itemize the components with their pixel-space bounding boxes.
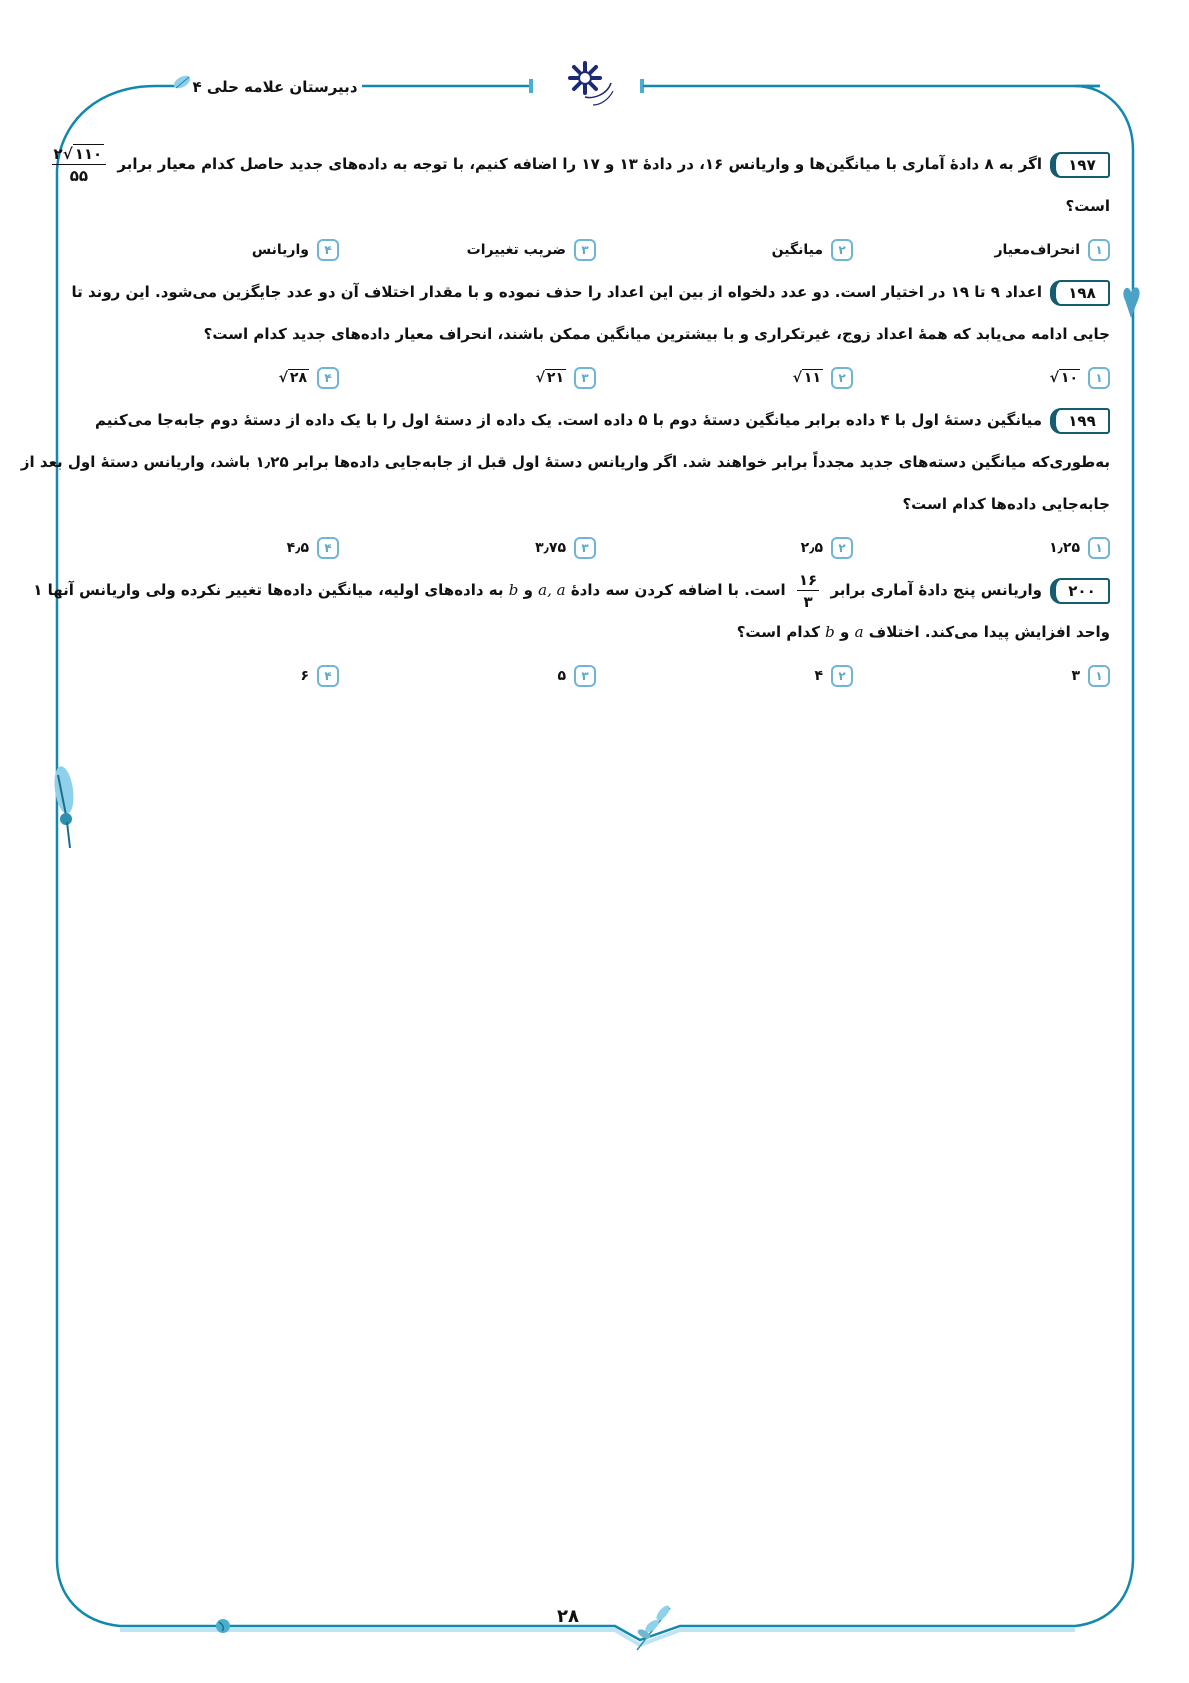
option-badge: ۳: [574, 367, 596, 389]
fraction: [52, 145, 107, 185]
option-1[interactable]: [853, 655, 1110, 697]
math-variable: b: [508, 581, 519, 599]
header-rule-cap-left: [529, 79, 533, 93]
option-badge: ۱: [1088, 665, 1110, 687]
option-4[interactable]: [82, 655, 339, 697]
question-line: [33, 569, 1110, 611]
option-badge: ۴: [317, 665, 339, 687]
option-2[interactable]: [596, 527, 853, 569]
school-name: دبیرستان علامه حلی ۴: [192, 78, 358, 96]
question-text: و: [840, 623, 850, 641]
fraction-numerator: [52, 145, 107, 165]
page-number: ۲۸: [557, 1606, 579, 1627]
branch-icon: [636, 1604, 672, 1650]
math-variable: a, a: [538, 581, 566, 599]
question-200: [33, 569, 1110, 697]
question-line: جایی ادامه می‌یابد که همهٔ اعداد زوج، غیرتکراری و با بیشترین میانگین ممکن باشند، انحراف معیار داده‌های جدید کدام است؟: [203, 325, 1110, 343]
option-2[interactable]: [596, 229, 853, 271]
option-text: ضریب تغییرات: [466, 242, 566, 258]
option-badge: ۴: [317, 537, 339, 559]
option-text: ۲٫۵: [800, 540, 823, 556]
radicand: ۱۱۰: [74, 144, 103, 163]
question-number: ۱۹۷: [1050, 152, 1110, 178]
option-1[interactable]: [853, 357, 1110, 399]
option-2[interactable]: [596, 655, 853, 697]
option-text: انحراف‌معیار: [994, 242, 1080, 258]
options-row: [80, 357, 1110, 399]
option-badge: ۲: [831, 537, 853, 559]
question-number: ۱۹۹: [1050, 408, 1110, 434]
option-4[interactable]: [82, 527, 339, 569]
option-text: ۱٫۲۵: [1049, 540, 1080, 556]
sqrt-expression: √ ۲۱: [535, 370, 564, 386]
question-line: جابه‌جایی داده‌ها کدام است؟: [902, 495, 1110, 513]
question-text: و: [523, 581, 533, 599]
option-1[interactable]: [853, 229, 1110, 271]
math-variable: a: [854, 623, 864, 641]
option-text: ۴: [814, 668, 823, 684]
option-text: ۳٫۷۵: [535, 540, 566, 556]
header-rule-cap-right: [640, 79, 644, 93]
feather-icon: [52, 765, 77, 848]
question-text: کدام است؟: [736, 623, 820, 641]
option-4[interactable]: [82, 357, 339, 399]
option-badge: ۱: [1088, 239, 1110, 261]
option-badge: ۳: [574, 537, 596, 559]
heart-leaf-icon: [1123, 287, 1139, 318]
option-badge: ۴: [317, 367, 339, 389]
option-2[interactable]: [596, 357, 853, 399]
option-3[interactable]: [339, 527, 596, 569]
coefficient: ۲: [53, 144, 63, 163]
options-row: [80, 229, 1110, 271]
math-variable: b: [825, 623, 835, 641]
question-number: ۱۹۸: [1050, 280, 1110, 306]
option-text: ۵: [557, 668, 566, 684]
option-badge: ۱: [1088, 367, 1110, 389]
question-text: میانگین دستهٔ اول با ۴ داده برابر میانگین دستهٔ دوم با ۵ داده است. یک داده از دستهٔ اول را با یک داده از دستهٔ دوم جابه‌جا می‌کنیم: [94, 411, 1042, 429]
question-line: [71, 271, 1110, 313]
radicand: ۱۱: [803, 370, 821, 386]
question-text: واریانس پنج دادهٔ آماری برابر: [830, 581, 1042, 599]
question-number: ۲۰۰: [1050, 578, 1110, 604]
option-text: ۴٫۵: [286, 540, 309, 556]
option-3[interactable]: [339, 655, 596, 697]
radicand: ۲۸: [289, 370, 307, 386]
option-badge: ۲: [831, 367, 853, 389]
question-text: اگر به ۸ دادهٔ آماری با میانگین‌ها و واریانس ۱۶، در دادهٔ ۱۳ و ۱۷ را اضافه کنیم، با توجه به داده‌های جدید حاصل کدام معیار برابر: [117, 155, 1042, 173]
sqrt-expression: √ ۱۱: [792, 370, 821, 386]
question-text: به داده‌های اولیه، میانگین داده‌ها تغییر نکرده ولی واریانس آنها ۱: [33, 581, 504, 599]
fraction-denominator: ۳: [803, 592, 813, 611]
option-badge: ۴: [317, 239, 339, 261]
option-badge: ۳: [574, 239, 596, 261]
option-1[interactable]: [853, 527, 1110, 569]
sqrt-expression: ۲√ ۱۱۰: [53, 144, 103, 163]
option-text: میانگین: [771, 242, 823, 258]
question-line: است؟: [1065, 197, 1110, 215]
question-line: [53, 143, 1110, 185]
question-line: [80, 399, 1110, 441]
question-199: [20, 399, 1110, 569]
fraction-denominator: ۵۵: [69, 166, 88, 185]
sqrt-expression: √ ۱۰: [1049, 370, 1078, 386]
school-logo: [563, 55, 633, 125]
fraction-numerator: ۱۶: [798, 570, 818, 589]
option-text: واریانس: [251, 242, 309, 258]
question-line: [80, 611, 1110, 653]
option-3[interactable]: [339, 357, 596, 399]
frame-border-shadow: [120, 1630, 1075, 1645]
fraction: [797, 571, 819, 611]
option-badge: ۳: [574, 665, 596, 687]
question-text: است. با اضافه کردن سه دادهٔ: [570, 581, 786, 599]
radicand: ۱۰: [1060, 370, 1078, 386]
option-3[interactable]: [339, 229, 596, 271]
question-198: [71, 271, 1110, 399]
radicand: ۲۱: [546, 370, 564, 386]
option-4[interactable]: [82, 229, 339, 271]
globe-icon: [216, 1619, 230, 1633]
option-text: ۳: [1071, 668, 1080, 684]
question-line: به‌طوری‌که میانگین دسته‌های جدید مجدداً برابر خواهند شد. اگر واریانس دستهٔ اول قبل از جابه‌جایی داده‌ها برابر ۱٫۲۵ باشد، واریانس دستهٔ اول بعد از: [20, 453, 1110, 471]
question-text: واحد افزایش پیدا می‌کند. اختلاف: [868, 623, 1110, 641]
options-row: [80, 527, 1110, 569]
sqrt-expression: √ ۲۸: [278, 370, 307, 386]
option-badge: ۲: [831, 239, 853, 261]
options-row: [80, 655, 1110, 697]
question-text: اعداد ۹ تا ۱۹ در اختیار است. دو عدد دلخواه از بین این اعداد را حذف نموده و با مقدار اختلاف آن دو عدد جایگزین می‌شود. این روند تا: [71, 283, 1042, 301]
option-badge: ۲: [831, 665, 853, 687]
question-197: [53, 143, 1110, 271]
questions-container: [20, 143, 1110, 697]
option-text: ۶: [300, 668, 309, 684]
option-badge: ۱: [1088, 537, 1110, 559]
